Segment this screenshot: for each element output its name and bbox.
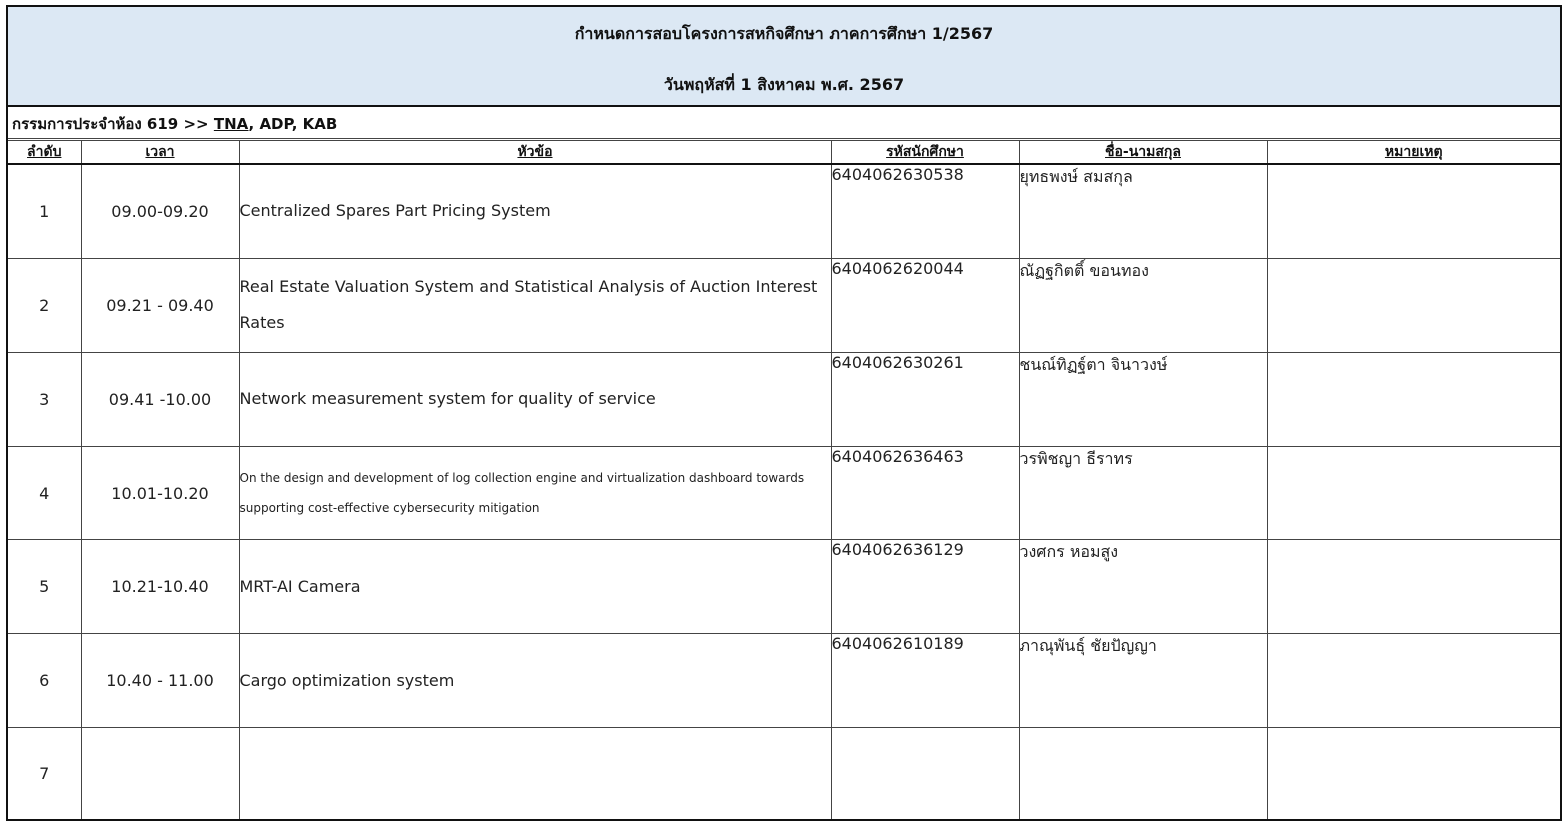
table-row (8, 352, 1560, 446)
cell-no: 3 (8, 352, 81, 446)
cell-note (1267, 352, 1560, 446)
schedule-sheet (6, 5, 1562, 821)
cell-no: 6 (8, 634, 81, 728)
committee-prefix: กรรมการประจำห้อง 619 >> (12, 115, 209, 133)
committee-chair: TNA (213, 115, 249, 133)
col-header-note: หมายเหตุ (1267, 141, 1560, 165)
cell-topic: On the design and development of log collection engine and virtualization dashboard towards supporting cost-effective cybersecurity mitigation (239, 446, 831, 540)
cell-note (1267, 258, 1560, 352)
cell-time: 09.21 - 09.40 (81, 258, 239, 352)
table-row (8, 634, 1560, 728)
exam-date: วันพฤหัสที่ 1 สิงหาคม พ.ศ. 2567 (663, 75, 905, 94)
cell-note (1267, 164, 1560, 258)
cell-name: ณัฏฐกิตติ์ ขอนทอง (1019, 258, 1267, 352)
table-row (8, 258, 1560, 352)
cell-name: ภาณุพันธุ์ ชัยปัญญา (1019, 634, 1267, 728)
cell-no: 7 (8, 728, 81, 819)
cell-name (1019, 728, 1267, 819)
cell-student-id: 6404062636463 (831, 446, 1019, 540)
col-header-student-id: รหัสนักศึกษา (831, 141, 1019, 165)
cell-time: 09.41 -10.00 (81, 352, 239, 446)
committee-line (8, 105, 1560, 139)
cell-student-id: 6404062610189 (831, 634, 1019, 728)
cell-time: 10.21-10.40 (81, 540, 239, 634)
cell-student-id: 6404062620044 (831, 258, 1019, 352)
cell-time (81, 728, 239, 819)
cell-no: 2 (8, 258, 81, 352)
cell-topic: MRT-AI Camera (239, 540, 831, 634)
cell-note (1267, 634, 1560, 728)
table-row (8, 164, 1560, 258)
cell-student-id: 6404062630261 (831, 352, 1019, 446)
cell-time: 10.40 - 11.00 (81, 634, 239, 728)
cell-name: ยุทธพงษ์ สมสกุล (1019, 164, 1267, 258)
cell-topic: Cargo optimization system (239, 634, 831, 728)
cell-note (1267, 540, 1560, 634)
cell-note (1267, 446, 1560, 540)
cell-student-id (831, 728, 1019, 819)
col-header-topic: หัวข้อ (239, 141, 831, 165)
table-row (8, 728, 1560, 819)
cell-student-id: 6404062630538 (831, 164, 1019, 258)
col-header-no: ลำดับ (8, 141, 81, 165)
cell-topic: Real Estate Valuation System and Statistical Analysis of Auction Interest Rates (239, 258, 831, 352)
cell-topic: Network measurement system for quality of service (239, 352, 831, 446)
cell-no: 1 (8, 164, 81, 258)
col-header-name: ชื่อ-นามสกุล (1019, 141, 1267, 165)
title-band (8, 7, 1560, 107)
page-title: กำหนดการสอบโครงการสหกิจศึกษา ภาคการศึกษา 1/2567 (574, 24, 994, 43)
header-row (8, 141, 1560, 165)
cell-name: วรพิชญา ธีราทร (1019, 446, 1267, 540)
cell-note (1267, 728, 1560, 819)
cell-name: วงศกร หอมสูง (1019, 540, 1267, 634)
cell-time: 09.00-09.20 (81, 164, 239, 258)
table-row (8, 446, 1560, 540)
cell-time: 10.01-10.20 (81, 446, 239, 540)
cell-name: ชนณ์ทิฏฐ์ตา จินาวงษ์ (1019, 352, 1267, 446)
committee-members: , ADP, KAB (248, 115, 338, 133)
table-row (8, 540, 1560, 634)
col-header-time: เวลา (81, 141, 239, 165)
cell-topic (239, 728, 831, 819)
cell-no: 4 (8, 446, 81, 540)
cell-topic: Centralized Spares Part Pricing System (239, 164, 831, 258)
cell-no: 5 (8, 540, 81, 634)
schedule-table (8, 140, 1560, 819)
cell-student-id: 6404062636129 (831, 540, 1019, 634)
